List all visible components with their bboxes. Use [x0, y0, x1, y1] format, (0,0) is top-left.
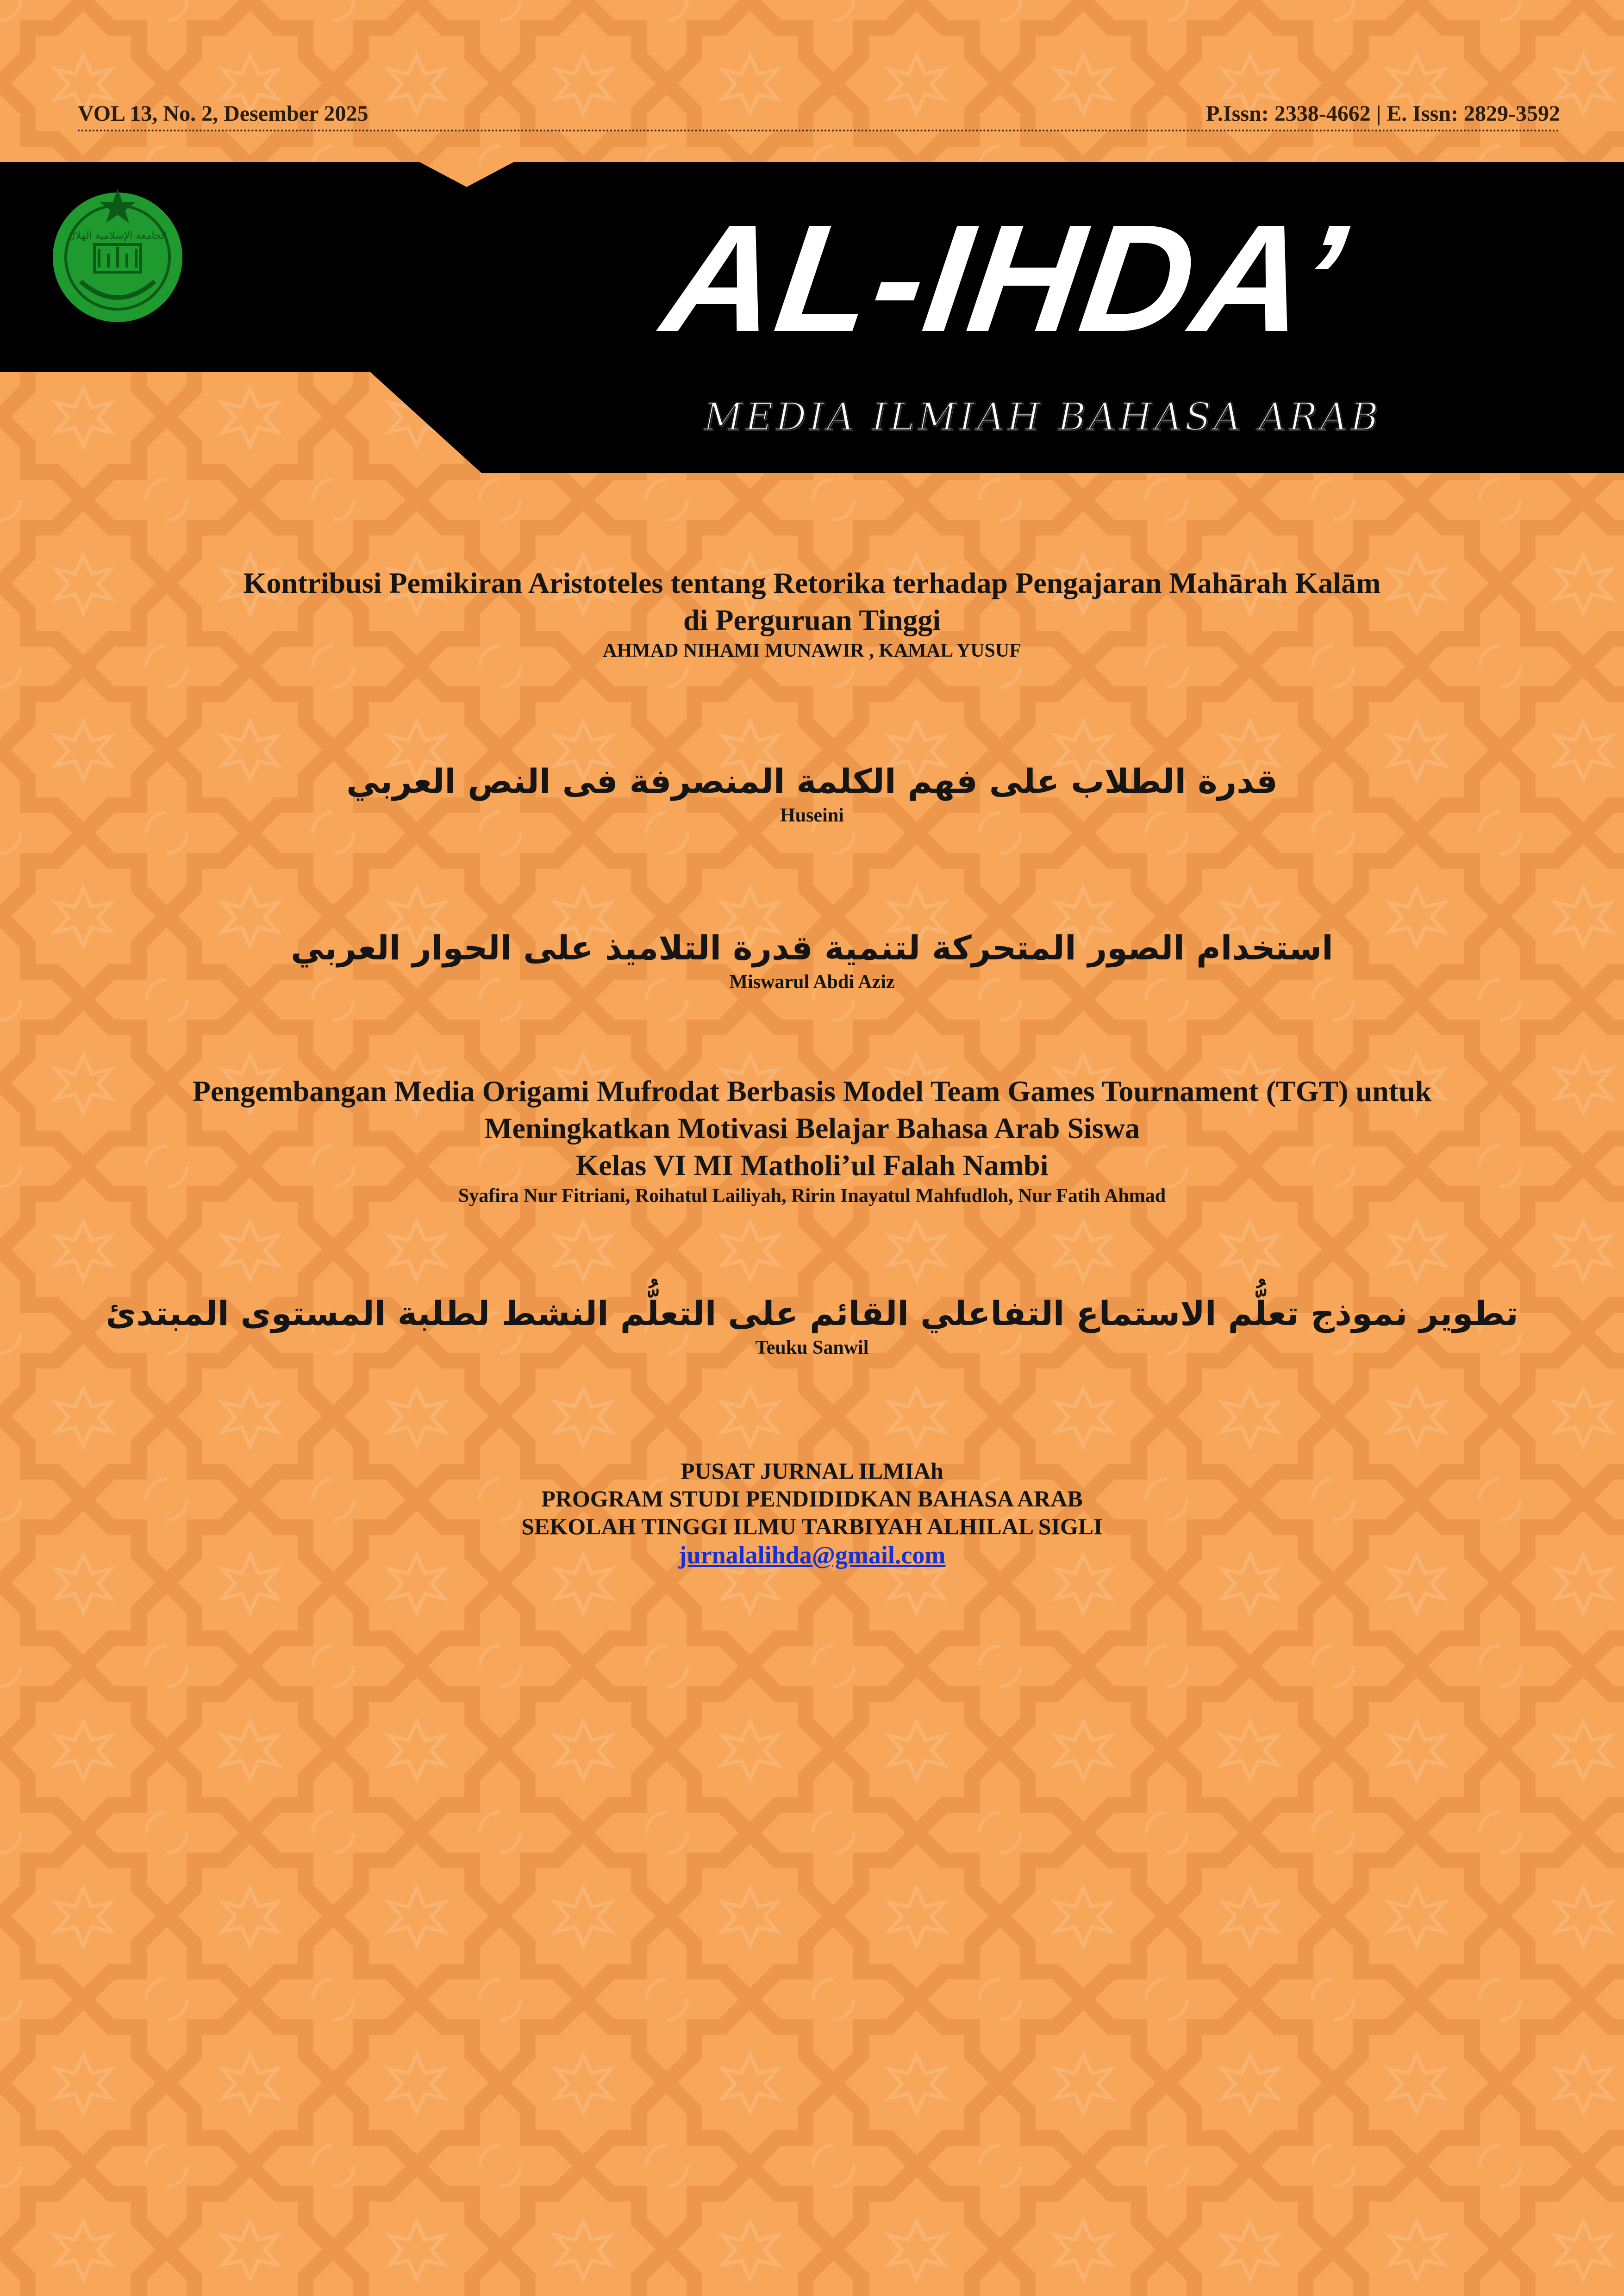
- article-title-line: di Perguruan Tinggi: [683, 604, 941, 636]
- article-authors: Syafira Nur Fitriani, Roihatul Lailiyah, Ririn Inayatul Mahfudloh, Nur Fatih Ahmad: [458, 1185, 1166, 1207]
- article-entry: [69, 1291, 1555, 1360]
- publisher-line: SEKOLAH TINGGI ILMU TARBIYAH ALHILAL SIGLI: [521, 1513, 1103, 1539]
- article-entry: [69, 759, 1555, 828]
- issn-label: P.Issn: 2338-4662 | E. Issn: 2829-3592: [1206, 101, 1560, 126]
- article-entry: [69, 1073, 1555, 1208]
- publisher-line: PROGRAM STUDI PENDIDIDKAN BAHASA ARAB: [541, 1486, 1083, 1512]
- journal-subtitle: MEDIA ILMIAH BAHASA ARAB: [704, 395, 1381, 439]
- article-title-line: Meningkatkan Motivasi Belajar Bahasa Arab Siswa: [484, 1112, 1140, 1145]
- journal-title: AL-IHDA’: [655, 193, 1355, 363]
- article-title-line: استخدام الصور المتحركة لتنمية قدرة التلاميذ على الحوار العربي: [291, 928, 1333, 967]
- article-entry: [69, 565, 1555, 663]
- article-authors: AHMAD NIHAMI MUNAWIR , KAMAL YUSUF: [603, 640, 1021, 661]
- article-authors: Huseini: [780, 805, 844, 826]
- article-authors: Teuku Sanwil: [755, 1337, 869, 1358]
- publisher-line: PUSAT JURNAL ILMIAh: [681, 1458, 943, 1484]
- email-link[interactable]: jurnalalihda@gmail.com: [678, 1541, 946, 1569]
- article-title-line: قدرة الطلاب على فهم الكلمة المنصرفة فى النص العربي: [346, 762, 1278, 801]
- institution-seal-icon: [48, 184, 187, 323]
- publisher-info: [349, 1457, 1275, 1570]
- article-authors: Miswarul Abdi Aziz: [729, 971, 895, 993]
- article-entry: [69, 926, 1555, 994]
- seal-text: الجامعة الإسلامية الهلال: [68, 230, 168, 242]
- article-title-line: Kontribusi Pemikiran Aristoteles tentang Retorika terhadap Pengajaran Mahārah Kalām: [243, 566, 1381, 599]
- volume-label: VOL 13, No. 2, Desember 2025: [78, 101, 369, 126]
- article-title-line: Pengembangan Media Origami Mufrodat Berbasis Model Team Games Tournament (TGT) untuk: [192, 1075, 1432, 1108]
- issue-info-bar: [78, 98, 1560, 131]
- article-title-line: تطوير نموذج تعلُّم الاستماع التفاعلي القائم على التعلُّم النشط لطلبة المستوى المبتدئ: [106, 1294, 1518, 1333]
- article-title-line: Kelas VI MI Matholi’ul Falah Nambi: [575, 1149, 1049, 1182]
